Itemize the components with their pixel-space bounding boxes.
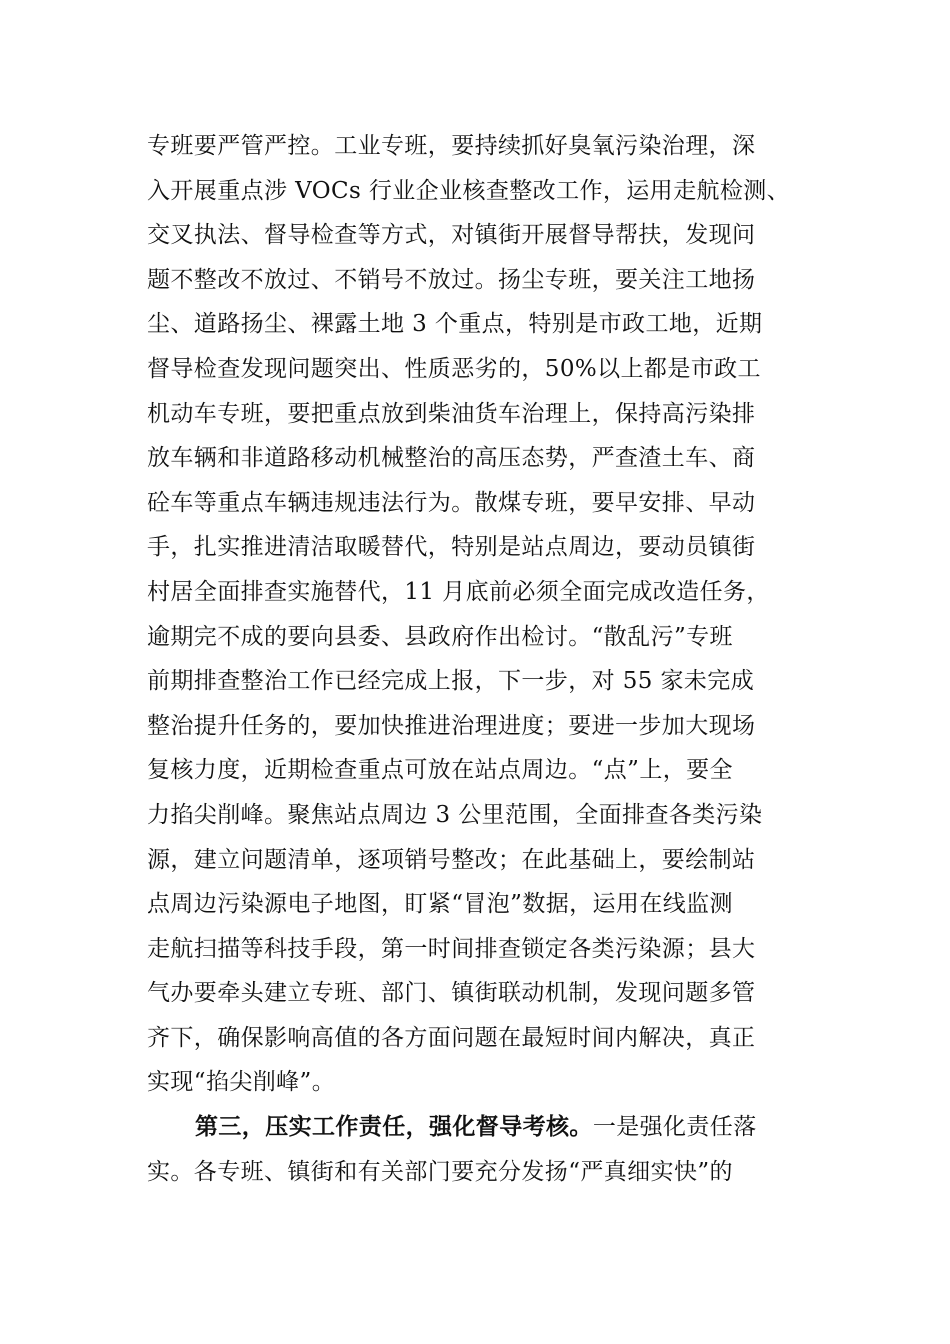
text-line: 复核力度，近期检查重点可放在站点周边。“点”上，要全 [147, 757, 733, 784]
text-line: 专班要严管严控。工业专班，要持续抓好臭氧污染治理，深 [147, 133, 756, 159]
text-line: 砼车等重点车辆违规违法行为。散煤专班，要早安排、早动 [147, 489, 756, 516]
section-first-line [147, 1105, 827, 1150]
text-line: 题不整改不放过、不销号不放过。扬尘专班，要关注工地扬 [147, 266, 756, 293]
section-second-line: 实。各专班、镇街和有关部门要充分发扬“严真细实快”的 [147, 1158, 733, 1185]
body-text [147, 124, 827, 1194]
text-line: 机动车专班，要把重点放到柴油货车治理上，保持高污染排 [147, 400, 756, 427]
text-line: 整治提升任务的，要加快推进治理进度；要进一步加大现场 [147, 712, 756, 739]
section-first-line-rest: 一是强化责任落 [592, 1114, 757, 1141]
text-line: 源，建立问题清单，逐项销号整改；在此基础上，要绘制站 [147, 846, 756, 873]
text-line: 力掐尖削峰。聚焦站点周边 3 公里范围，全面排查各类污染 [147, 801, 763, 828]
text-line: 点周边污染源电子地图，盯紧“冒泡”数据，运用在线监测 [147, 891, 733, 918]
text-line: 逾期完不成的要向县委、县政府作出检讨。“散乱污”专班 [147, 623, 733, 650]
text-line: 前期排查整治工作已经完成上报，下一步，对 55 家未完成 [147, 668, 755, 695]
text-line: 手，扎实推进清洁取暖替代，特别是站点周边，要动员镇街 [147, 534, 756, 561]
section-heading: 第三，压实工作责任，强化督导考核。 [195, 1114, 593, 1141]
text-line: 气办要牵头建立专班、部门、镇街联动机制，发现问题多管 [147, 980, 756, 1007]
text-line: 齐下，确保影响高值的各方面问题在最短时间内解决，真正 [147, 1024, 756, 1051]
text-line: 走航扫描等科技手段，第一时间排查锁定各类污染源；县大 [147, 935, 756, 962]
text-line: 实现“掐尖削峰”。 [147, 1069, 336, 1096]
text-line: 村居全面排查实施替代，11 月底前必须全面完成改造任务， [147, 578, 770, 605]
text-line: 尘、道路扬尘、裸露土地 3 个重点，特别是市政工地，近期 [147, 311, 763, 338]
text-line: 交叉执法、督导检查等方式，对镇街开展督导帮扶，发现问 [147, 222, 756, 249]
text-line: 入开展重点涉 VOCs 行业企业核查整改工作，运用走航检测、 [147, 177, 791, 204]
text-line: 督导检查发现问题突出、性质恶劣的，50%以上都是市政工 [147, 355, 761, 382]
text-line: 放车辆和非道路移动机械整治的高压态势，严查渣土车、商 [147, 445, 756, 472]
